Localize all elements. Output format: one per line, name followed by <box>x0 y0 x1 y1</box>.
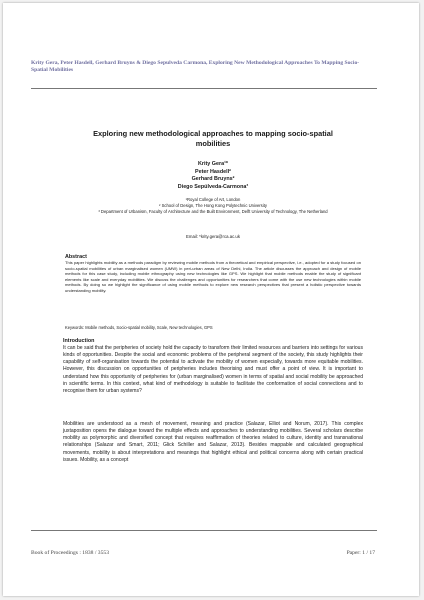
abstract-heading: Abstract <box>65 254 87 260</box>
author-name: Gerhard Bruyns² <box>191 176 235 183</box>
contact-email: Email: *krity.gera@rca.ac.uk <box>186 234 240 239</box>
author-name: Krity Gera¹* <box>198 161 228 167</box>
header-rule <box>31 88 377 89</box>
author-name: Diego Sepúlveda-Carmona³ <box>177 183 249 190</box>
affiliation-list <box>83 197 343 214</box>
footer-rule <box>31 530 377 531</box>
proceedings-page-number: Book of Proceedings : 1838 / 3553 <box>31 550 109 556</box>
keywords: Keywords: Mobile methods, Socio-spatial mobility, Scale, New technologies, GPS <box>65 325 213 330</box>
abstract-body: This paper highlights mobility as a methods paradigm by reviewing mobile methods from a theoretical and empirical perspective, i.e., adopted for a study focused on socio-spatial mobilities of urban marginalised women (UMW) in peri-urban areas of New Delhi, India. The article discusses the approach and design of mobile methods for this case study, including mobile ethnography using new technologies like GPS. We highlight that mobile methods enable the study of significant elements like scale and everyday mobilities. We discuss the challenges and opportunities for researchers that come with the use new technologies within mobile methods. By doing so we highlight the significance of using mobile methods to explore new research perspectives that present a holistic perspective towards understanding mobility. <box>65 260 361 293</box>
author-name: Peter Hasdell² <box>195 168 231 175</box>
introduction-heading: Introduction <box>63 338 95 344</box>
affiliation: ³ Department of Urbanism, Faculty of Architecture and the Built Environment, Delft University of Technology, The Netherland <box>98 208 328 214</box>
introduction-paragraph: It can be said that the peripheries of society hold the capacity to transform their limited resources and barriers into settings for various kinds of opportunities. Despite the social and economic problems of the peripheral segment of the society, this study highlights their capability of self-organisation towards the potential to activate the mobility of women especially, towards more equitable mobilities. However, this discussion on opportunities of peripheries includes theorising and must offer a point of view. It is important to understand how this opportunity of peripheries for (urban marginalised) women in terms of spatial and social mobility be approached in scientific terms. In this context, what kind of methodology is suitable to facilitate the conformation of social connections and to recognise them for urban systems? <box>63 345 363 394</box>
affiliation: ¹Royal College of Art, London <box>185 197 241 202</box>
paper-title: Exploring new methodological approaches to mapping socio-spatial mobilities <box>93 129 333 148</box>
author-list <box>83 161 343 191</box>
paper-page <box>3 3 419 596</box>
running-head: Krity Gera, Peter Hasdell, Gerhard Bruyns & Diego Sepulveda Carmona, Exploring New Methodological Approaches To Mapping Socio-Spatial Mobilities <box>31 60 360 74</box>
paper-page-number: Paper: 1 / 17 <box>346 550 375 556</box>
affiliation: ² School of Design, The Hong Kong Polytechnic University <box>159 202 267 208</box>
introduction-paragraph: Mobilities are understood as a mesh of movement, meaning and practice (Salazar, Elliot and Norum, 2017). This complex juxtaposition opens the dialogue toward the multiple effects and approaches to understanding mobilities. Several scholars describe mobility as polymorphic and diversified concept that requires reaffirmation of theories related to culture, identity and transnational relationships (Salazar and Smart, 2011; Glick Schiller and Salazar, 2013). Besides mappable and calculated geographical movements, mobility is about interpretations and meanings that highlight ethical and political concerns along with certain practical issues. Mobility, as a concept <box>63 421 363 463</box>
